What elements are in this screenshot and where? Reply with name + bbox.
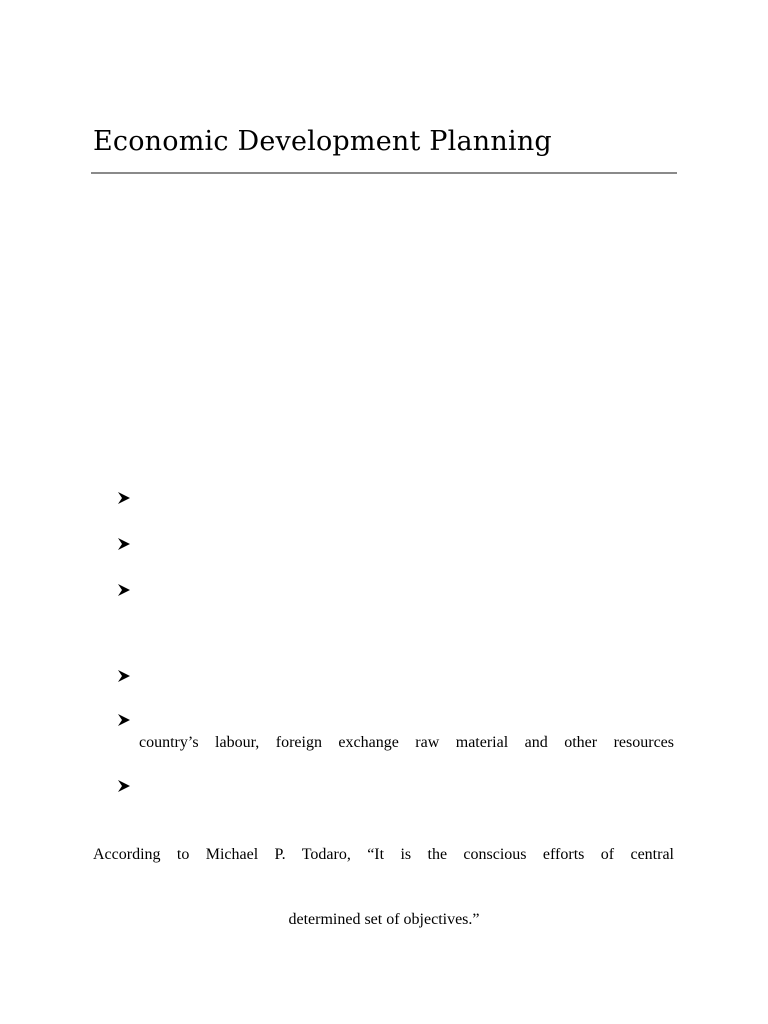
arrowhead-bullet-icon <box>117 779 133 795</box>
bullet-item-5: country’s labour, foreign exchange raw material and other resources <box>139 734 674 751</box>
arrowhead-bullet-icon <box>117 713 133 729</box>
arrowhead-bullet-icon <box>117 669 133 685</box>
arrowhead-bullet-icon <box>117 583 133 599</box>
quote-line-1: According to Michael P. Todaro, “It is the conscious efforts of central <box>93 846 674 863</box>
arrowhead-bullet-icon <box>117 537 133 553</box>
title-divider <box>91 172 677 174</box>
page-title: Economic Development Planning <box>93 126 552 158</box>
arrowhead-bullet-icon <box>117 491 133 507</box>
quote-line-2: determined set of objectives.” <box>288 911 480 928</box>
